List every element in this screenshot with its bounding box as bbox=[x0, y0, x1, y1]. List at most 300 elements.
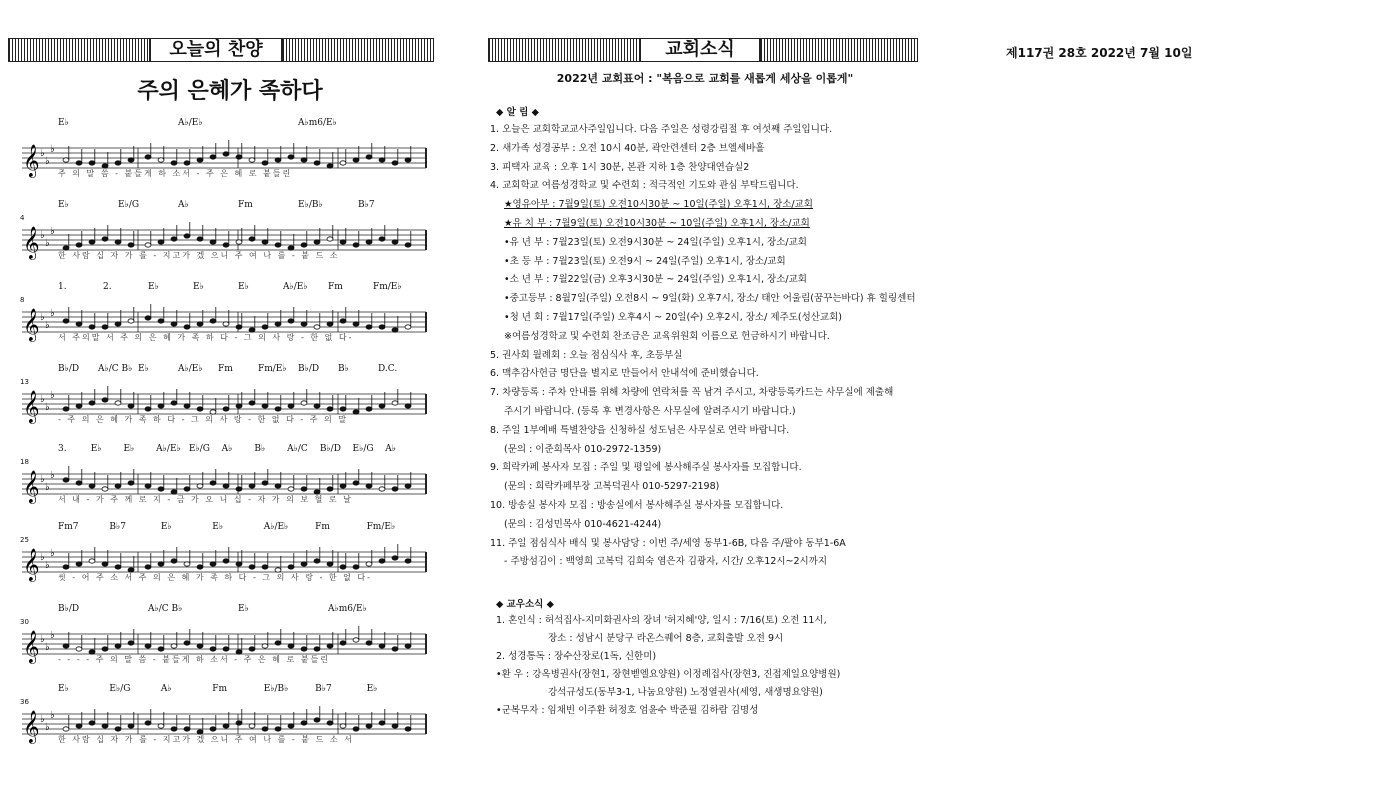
note-head bbox=[275, 641, 281, 645]
chord-symbol: E♭ bbox=[193, 282, 204, 292]
chord-symbol: A♭ bbox=[160, 684, 172, 694]
note-head bbox=[262, 161, 268, 165]
note-head bbox=[353, 727, 359, 731]
note-head bbox=[327, 644, 333, 648]
note-head bbox=[262, 481, 268, 485]
note-head bbox=[76, 481, 82, 485]
chord-symbol: E♭/B♭ bbox=[298, 200, 323, 210]
note-head bbox=[275, 407, 281, 411]
note-head bbox=[379, 325, 385, 329]
note-head bbox=[392, 724, 398, 728]
note-head bbox=[210, 481, 216, 485]
music-staff bbox=[18, 118, 438, 206]
note-head bbox=[314, 161, 320, 165]
note-head bbox=[262, 565, 268, 569]
chord-symbol: A♭/E♭ bbox=[263, 522, 289, 532]
note-head bbox=[236, 325, 242, 329]
note-head bbox=[102, 237, 108, 241]
chord-symbol: B♭7 bbox=[109, 522, 127, 532]
flat-icon: ♭ bbox=[50, 308, 55, 319]
flat-icon: ♭ bbox=[50, 144, 55, 155]
treble-clef-icon: 𝄞 bbox=[23, 308, 40, 341]
chord-symbol: 3. bbox=[58, 444, 67, 454]
note-head bbox=[158, 404, 164, 408]
note-head bbox=[115, 644, 121, 648]
note-head bbox=[89, 484, 95, 488]
measure-number: 30 bbox=[20, 618, 29, 626]
note-head bbox=[366, 724, 372, 728]
note-head bbox=[171, 559, 177, 563]
notice-line: (문의 : 이준희목사 010-2972-1359) bbox=[504, 443, 662, 455]
note-head bbox=[102, 487, 108, 491]
note-head bbox=[314, 718, 320, 722]
staff-lines bbox=[18, 458, 438, 518]
note-head bbox=[249, 565, 255, 569]
note-head bbox=[288, 404, 294, 408]
note-head bbox=[366, 562, 372, 566]
chord-symbol: Fm bbox=[315, 522, 330, 532]
note-head bbox=[184, 234, 190, 238]
note-head bbox=[63, 727, 69, 731]
note-head bbox=[197, 322, 203, 326]
note-head bbox=[379, 404, 385, 408]
members-heading: ◆ 교우소식 ◆ bbox=[496, 599, 554, 610]
note-head bbox=[115, 484, 121, 488]
notice-line: - 주방섬김이 : 백영희 고복덕 김희숙 염은자 김광자, 시간/ 오후12시~2시까지 bbox=[504, 556, 828, 568]
chord-symbol: E♭ bbox=[58, 118, 69, 128]
notices-heading: ◆ 알 림 ◆ bbox=[496, 107, 539, 118]
measure-number: 13 bbox=[20, 378, 29, 386]
chord-symbol: Fm7 bbox=[58, 522, 79, 532]
flat-icon: ♭ bbox=[45, 560, 50, 571]
notice-line: 4. 교회학교 여름성경학교 및 수련회 : 적극적인 기도와 관심 부탁드립니다. bbox=[490, 180, 799, 192]
note-head bbox=[76, 404, 82, 408]
chord-symbol: 1. bbox=[58, 282, 67, 292]
note-head bbox=[171, 727, 177, 731]
song-title: 주의 은혜가 족하다 bbox=[137, 79, 323, 104]
note-head bbox=[197, 158, 203, 162]
note-head bbox=[379, 721, 385, 725]
note-head bbox=[301, 487, 307, 491]
member-line: •환 우 : 강옥병권사(장현1, 장현벧엘요양원) 이정례집사(장현3, 진접제일요양병원) bbox=[496, 669, 841, 680]
lyrics-line: 한 사람 십 자 가 를 - 지고가 겠 으니 주 여 나 를 - 붙 드 소 bbox=[58, 251, 340, 260]
chord-symbol: A♭/E♭ bbox=[156, 444, 181, 454]
note-head bbox=[340, 724, 346, 728]
chord-symbol: E♭ bbox=[238, 282, 249, 292]
notice-line: 9. 희락카페 봉사자 모집 : 주일 및 평일에 봉사해주실 봉사자를 모집합니다. bbox=[490, 462, 802, 474]
music-staff bbox=[18, 604, 438, 692]
chord-symbol: E♭ bbox=[138, 364, 149, 374]
note-head bbox=[288, 487, 294, 491]
note-head bbox=[102, 398, 108, 402]
note-head bbox=[102, 325, 108, 329]
note-head bbox=[301, 158, 307, 162]
chord-symbol: E♭ bbox=[366, 684, 378, 694]
lyrics-line: 주 의 말 씀 - 붙들게 하 소서 - 주 은 혜 로 붙들린 bbox=[58, 169, 293, 178]
note-head bbox=[158, 647, 164, 651]
note-head bbox=[262, 404, 268, 408]
note-head bbox=[76, 562, 82, 566]
note-head bbox=[236, 404, 242, 408]
chord-symbol: A♭/E♭ bbox=[283, 282, 308, 292]
note-head bbox=[223, 647, 229, 651]
lyrics-line: 한 사람 십 자 가 를 - 지고가 겠 으니 주 여 나 를 - 붙 드 소 서 bbox=[58, 735, 354, 744]
flat-icon: ♭ bbox=[45, 238, 50, 249]
note-head bbox=[275, 322, 281, 326]
note-head bbox=[353, 158, 359, 162]
note-head bbox=[128, 724, 134, 728]
note-head bbox=[89, 559, 95, 563]
note-head bbox=[184, 562, 190, 566]
chord-symbol: E♭ bbox=[212, 522, 224, 532]
note-head bbox=[210, 240, 216, 244]
note-head bbox=[405, 644, 411, 648]
note-head bbox=[210, 647, 216, 651]
note-head bbox=[301, 562, 307, 566]
flat-icon: ♭ bbox=[50, 390, 55, 401]
staff-lines bbox=[18, 618, 438, 678]
note-head bbox=[89, 325, 95, 329]
note-head bbox=[379, 487, 385, 491]
note-head bbox=[102, 647, 108, 651]
note-head bbox=[236, 487, 242, 491]
note-head bbox=[379, 158, 385, 162]
note-head bbox=[327, 237, 333, 241]
note-head bbox=[301, 647, 307, 651]
chord-symbol: A♭m6/E♭ bbox=[298, 118, 337, 128]
note-head bbox=[115, 565, 121, 569]
note-head bbox=[115, 322, 121, 326]
note-head bbox=[128, 404, 134, 408]
note-head bbox=[327, 562, 333, 566]
music-staff bbox=[18, 684, 438, 772]
note-head bbox=[405, 404, 411, 408]
flat-icon: ♭ bbox=[40, 230, 45, 241]
note-head bbox=[249, 401, 255, 405]
notice-line: 7. 차량등록 : 주차 안내를 위해 차량에 연락처를 꼭 남겨 주시고, 차량등록카드는 사무실에 제출해 bbox=[490, 387, 894, 399]
note-head bbox=[145, 316, 151, 320]
flat-icon: ♭ bbox=[45, 722, 50, 733]
note-head bbox=[89, 240, 95, 244]
notice-line: 10. 방송실 봉사자 모집 : 방송실에서 봉사해주실 봉사자를 모집합니다. bbox=[490, 500, 784, 511]
note-head bbox=[314, 240, 320, 244]
note-head bbox=[210, 319, 216, 323]
note-head bbox=[184, 727, 190, 731]
issue-info: 제117권 28호 2022년 7월 10일 bbox=[1006, 46, 1193, 60]
note-head bbox=[171, 644, 177, 648]
note-head bbox=[353, 322, 359, 326]
note-head bbox=[89, 401, 95, 405]
note-head bbox=[379, 644, 385, 648]
note-head bbox=[102, 562, 108, 566]
note-head bbox=[340, 161, 346, 165]
note-head bbox=[89, 161, 95, 165]
note-head bbox=[353, 565, 359, 569]
note-head bbox=[184, 404, 190, 408]
notice-line: ★유 치 부 : 7월9일(토) 오전10시30분 ~ 10일(주일) 오후1시, 장소/교회 bbox=[504, 218, 810, 229]
treble-clef-icon: 𝄞 bbox=[23, 390, 40, 423]
note-head bbox=[340, 484, 346, 488]
note-head bbox=[288, 644, 294, 648]
note-head bbox=[340, 565, 346, 569]
note-head bbox=[353, 243, 359, 247]
flat-icon: ♭ bbox=[40, 312, 45, 323]
header-hatch-left bbox=[8, 38, 150, 62]
note-head bbox=[115, 161, 121, 165]
note-head bbox=[128, 319, 134, 323]
note-head bbox=[314, 404, 320, 408]
note-head bbox=[145, 484, 151, 488]
note-head bbox=[145, 721, 151, 725]
note-head bbox=[405, 727, 411, 731]
flat-icon: ♭ bbox=[40, 394, 45, 405]
notice-line: 3. 피택자 교육 : 오후 1시 30분, 본관 지하 1층 찬양대연습실2 bbox=[490, 161, 750, 173]
member-line: •군복무자 : 임채빈 이주환 허정호 엄윤수 박준필 김하람 김명성 bbox=[496, 705, 759, 716]
chord-symbol: Fm bbox=[212, 684, 228, 694]
note-head bbox=[249, 724, 255, 728]
flat-icon: ♭ bbox=[40, 634, 45, 645]
note-head bbox=[128, 481, 134, 485]
chord-symbol: B♭7 bbox=[358, 200, 375, 210]
note-head bbox=[353, 638, 359, 642]
note-head bbox=[353, 481, 359, 485]
note-head bbox=[366, 240, 372, 244]
note-head bbox=[223, 484, 229, 488]
note-head bbox=[405, 484, 411, 488]
note-head bbox=[236, 240, 242, 244]
chord-symbol: B♭/D bbox=[319, 444, 341, 454]
notice-line: •중고등부 : 8월7일(주일) 오전8시 ~ 9일(화) 오후7시, 장소/ 태안 어울림(꿈꾸는바다) 휴 힐링센터 bbox=[504, 293, 916, 305]
note-head bbox=[301, 322, 307, 326]
note-head bbox=[184, 161, 190, 165]
note-head bbox=[249, 484, 255, 488]
chord-symbol: A♭/E♭ bbox=[178, 364, 203, 374]
note-head bbox=[63, 407, 69, 411]
staff-lines bbox=[18, 536, 438, 596]
header-hatch-left bbox=[488, 38, 640, 62]
note-head bbox=[405, 559, 411, 563]
flat-icon: ♭ bbox=[45, 482, 50, 493]
note-head bbox=[301, 401, 307, 405]
note-head bbox=[158, 487, 164, 491]
note-head bbox=[314, 647, 320, 651]
note-head bbox=[63, 158, 69, 162]
note-head bbox=[197, 407, 203, 411]
note-head bbox=[327, 721, 333, 725]
note-head bbox=[262, 240, 268, 244]
note-head bbox=[288, 319, 294, 323]
note-head bbox=[262, 727, 268, 731]
flat-icon: ♭ bbox=[45, 156, 50, 167]
member-line: 2. 성경통독 : 장수산장로(1독, 신한미) bbox=[496, 651, 657, 662]
news-header-title: 교회소식 bbox=[640, 38, 760, 62]
note-head bbox=[249, 237, 255, 241]
notice-line: ※여름성경학교 및 수련회 찬조금은 교육위원회 이름으로 헌금하시기 바랍니다. bbox=[504, 330, 830, 342]
note-head bbox=[223, 152, 229, 156]
note-head bbox=[392, 647, 398, 651]
chord-symbol: A♭ bbox=[178, 200, 189, 210]
note-head bbox=[158, 319, 164, 323]
flat-icon: ♭ bbox=[50, 710, 55, 721]
note-head bbox=[366, 155, 372, 159]
note-head bbox=[158, 562, 164, 566]
music-staff bbox=[18, 364, 438, 452]
notice-line: ★영유아부 : 7월9일(토) 오전10시30분 ~ 10일(주일) 오후1시, 장소/교회 bbox=[504, 199, 813, 211]
note-head bbox=[76, 161, 82, 165]
notice-line: •유 년 부 : 7월23일(토) 오전9시30분 ~ 24일(주일) 오후1시, 장소/교회 bbox=[504, 236, 807, 248]
header-hatch-right bbox=[760, 38, 918, 62]
note-head bbox=[223, 407, 229, 411]
treble-clef-icon: 𝄞 bbox=[23, 470, 40, 503]
note-head bbox=[171, 401, 177, 405]
note-head bbox=[128, 641, 134, 645]
note-head bbox=[210, 727, 216, 731]
chord-symbol: E♭ bbox=[238, 604, 249, 614]
music-staff bbox=[18, 282, 438, 370]
flat-icon: ♭ bbox=[50, 226, 55, 237]
note-head bbox=[197, 644, 203, 648]
member-line: 장소 : 성남시 분당구 라온스퀘어 8층, 교회출발 오전 9시 bbox=[548, 633, 784, 644]
music-staff bbox=[18, 200, 438, 288]
flat-icon: ♭ bbox=[50, 470, 55, 481]
music-staff bbox=[18, 522, 438, 610]
note-head bbox=[223, 724, 229, 728]
note-head bbox=[366, 407, 372, 411]
note-head bbox=[236, 155, 242, 159]
chord-symbol: E♭/G bbox=[118, 200, 140, 210]
notice-line: (문의 : 희락카페부장 고복덕권사 010-5297-2198) bbox=[504, 481, 720, 493]
flat-icon: ♭ bbox=[45, 402, 50, 413]
note-head bbox=[275, 158, 281, 162]
flat-icon: ♭ bbox=[40, 714, 45, 725]
notice-line: 1. 오늘은 교회학교교사주일입니다. 다음 주일은 성령강림절 후 여섯째 주일입니다. bbox=[490, 124, 833, 135]
notice-line: 5. 권사회 월례회 : 오늘 점심식사 후, 초등부실 bbox=[490, 349, 683, 361]
chord-symbol: E♭ bbox=[148, 282, 159, 292]
church-theme: 2022년 교회표어 : "복음으로 교회를 새롭게 세상을 이롭게" bbox=[556, 72, 854, 85]
notice-line: 8. 주일 1부예배 특별찬양을 신청하실 성도님은 사무실로 연락 바랍니다. bbox=[490, 424, 790, 436]
note-head bbox=[366, 641, 372, 645]
chord-symbol: A♭m6/E♭ bbox=[328, 604, 367, 614]
lyrics-line: 서 내 - 가 주 께 로 지 - 금 가 오 니 십 - 자 가 의 보 혈 로 날 bbox=[58, 495, 353, 504]
note-head bbox=[340, 240, 346, 244]
note-head bbox=[405, 158, 411, 162]
note-head bbox=[158, 158, 164, 162]
chord-symbol: B♭ bbox=[338, 364, 349, 374]
notice-line: •소 년 부 : 7월22일(금) 오후3시30분 ~ 24일(주일) 오후1시, 장소/교회 bbox=[504, 274, 807, 286]
note-head bbox=[366, 325, 372, 329]
note-head bbox=[115, 401, 121, 405]
note-head bbox=[340, 319, 346, 323]
note-head bbox=[76, 322, 82, 326]
note-head bbox=[392, 556, 398, 560]
note-head bbox=[366, 484, 372, 488]
flat-icon: ♭ bbox=[40, 552, 45, 563]
treble-clef-icon: 𝄞 bbox=[23, 144, 40, 177]
chord-symbol: Fm/E♭ bbox=[258, 364, 287, 374]
chord-symbol: A♭ bbox=[221, 444, 233, 454]
note-head bbox=[392, 240, 398, 244]
note-head bbox=[158, 240, 164, 244]
chord-symbol: E♭/G bbox=[352, 444, 374, 454]
note-head bbox=[314, 325, 320, 329]
note-head bbox=[184, 487, 190, 491]
note-head bbox=[63, 319, 69, 323]
member-line: 1. 혼인식 : 허석집사-지미화권사의 장녀 '허지혜'양, 일시 : 7/16(토) 오전 11시, bbox=[496, 615, 827, 626]
note-head bbox=[301, 721, 307, 725]
note-head bbox=[223, 322, 229, 326]
note-head bbox=[392, 487, 398, 491]
chord-symbol: E♭/B♭ bbox=[263, 684, 289, 694]
note-head bbox=[236, 562, 242, 566]
note-head bbox=[145, 565, 151, 569]
notice-line: 주시기 바랍니다. (등록 후 변경사항은 사무실에 알려주시기 바랍니다.) bbox=[504, 406, 796, 417]
chord-symbol: A♭ bbox=[385, 444, 397, 454]
note-head bbox=[340, 641, 346, 645]
notice-line: 11. 주일 점심식사 배식 및 봉사담당 : 이번 주/세영 동부1-6B, 다음 주/팔야 동부1-6A bbox=[490, 537, 846, 549]
note-head bbox=[249, 647, 255, 651]
note-head bbox=[197, 237, 203, 241]
note-head bbox=[171, 322, 177, 326]
note-head bbox=[145, 155, 151, 159]
note-head bbox=[301, 243, 307, 247]
measure-number: 18 bbox=[20, 458, 29, 466]
note-head bbox=[63, 644, 69, 648]
notice-line: 6. 맥추감사헌금 명단을 별지로 만들어서 안내석에 준비했습니다. bbox=[490, 368, 759, 380]
chord-symbol: B♭/D bbox=[298, 364, 320, 374]
note-head bbox=[145, 644, 151, 648]
staff-lines bbox=[18, 132, 438, 192]
note-head bbox=[379, 237, 385, 241]
note-head bbox=[275, 484, 281, 488]
note-head bbox=[76, 724, 82, 728]
praise-header bbox=[8, 38, 436, 62]
note-head bbox=[145, 407, 151, 411]
staff-lines bbox=[18, 698, 438, 758]
note-head bbox=[405, 325, 411, 329]
note-head bbox=[128, 243, 134, 247]
note-head bbox=[288, 565, 294, 569]
treble-clef-icon: 𝄞 bbox=[23, 630, 40, 663]
note-head bbox=[327, 322, 333, 326]
news-header bbox=[488, 38, 918, 62]
chord-symbol: E♭ bbox=[58, 200, 69, 210]
chord-symbol: Fm bbox=[218, 364, 233, 374]
member-line: 강석규성도(동부3-1, 나눔요양원) 노정열권사(세영, 새생명요양원) bbox=[548, 687, 823, 698]
note-head bbox=[197, 484, 203, 488]
note-head bbox=[249, 158, 255, 162]
chord-symbol: E♭ bbox=[58, 684, 69, 694]
measure-number: 4 bbox=[20, 214, 25, 222]
note-head bbox=[102, 724, 108, 728]
note-head bbox=[184, 325, 190, 329]
notice-line: •청 년 회 : 7월17일(주일) 오후4시 ~ 20일(수) 오후2시, 장소/ 제주도(성산교회) bbox=[504, 312, 842, 323]
note-head bbox=[327, 487, 333, 491]
flat-icon: ♭ bbox=[45, 320, 50, 331]
flat-icon: ♭ bbox=[40, 474, 45, 485]
chord-symbol: Fm/E♭ bbox=[373, 282, 402, 292]
treble-clef-icon: 𝄞 bbox=[23, 548, 40, 581]
note-head bbox=[171, 237, 177, 241]
note-head bbox=[236, 721, 242, 725]
staff-lines bbox=[18, 378, 438, 438]
note-head bbox=[171, 161, 177, 165]
lyrics-line: 서 주의말 서 주 의 은 혜 가 족 하 다 - 그 의 사 랑 - 한 없 다- bbox=[58, 333, 354, 342]
chord-symbol: B♭ bbox=[254, 444, 266, 454]
note-head bbox=[314, 559, 320, 563]
chord-symbol: E♭/G bbox=[109, 684, 131, 694]
lyrics-line: 씻 - 어 주 소 서 주 의 은 혜 가 족 하 다 - 그 의 사 랑 - 한 없 다- bbox=[58, 573, 373, 582]
note-head bbox=[210, 562, 216, 566]
